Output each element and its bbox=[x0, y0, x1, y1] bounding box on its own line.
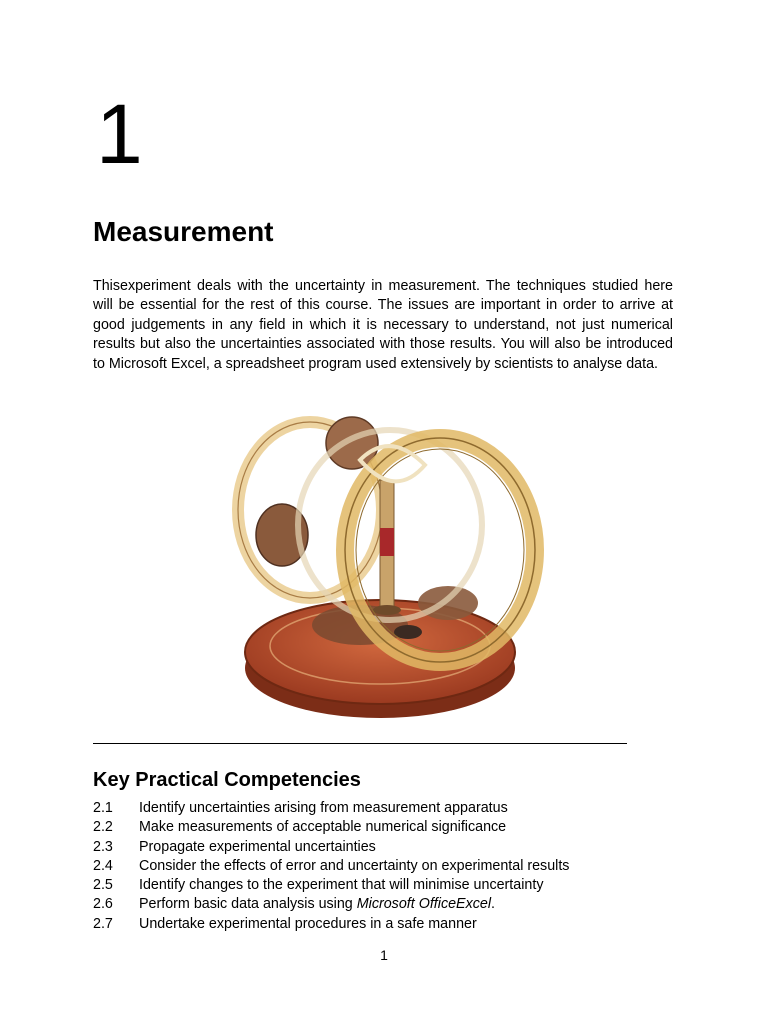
item-text-italic: Microsoft OfficeExcel bbox=[356, 896, 491, 913]
item-text: Identify uncertainties arising from measurement apparatus bbox=[139, 800, 508, 816]
item-text: Perform basic data analysis using bbox=[139, 896, 357, 913]
gyroscope-illustration bbox=[230, 410, 550, 735]
list-item bbox=[93, 838, 569, 857]
list-item bbox=[93, 799, 569, 818]
item-number: 2.4 bbox=[93, 857, 113, 874]
section-divider bbox=[93, 743, 627, 744]
competencies-heading: Key Practical Competencies bbox=[93, 769, 361, 791]
list-item bbox=[93, 876, 569, 895]
item-text: Consider the effects of error and uncertainty on experimental results bbox=[139, 857, 570, 874]
item-text: Identify changes to the experiment that will minimise uncertainty bbox=[139, 877, 544, 894]
list-item bbox=[93, 857, 569, 876]
armillary-gyroscope-icon bbox=[230, 410, 550, 735]
item-number: 2.1 bbox=[93, 800, 113, 816]
intro-paragraph: Thisexperiment deals with the uncertainty in measurement. The techniques studied here will be essential for the rest of this course. The issues are important in order to arrive at good judgements in any field in which it is necessary to understand, not just numerical results but also the uncertainties associated with those results. You will also be introduced to Microsoft Excel, a spreadsheet program used extensively by scientists to analyse data. bbox=[93, 278, 673, 372]
list-item bbox=[93, 895, 569, 914]
item-number: 2.2 bbox=[93, 819, 113, 836]
item-number: 2.6 bbox=[93, 896, 113, 913]
item-text: Make measurements of acceptable numerical significance bbox=[139, 819, 507, 836]
item-text-end: . bbox=[491, 896, 495, 913]
chapter-title: Measurement bbox=[93, 216, 274, 247]
list-item bbox=[93, 818, 569, 837]
item-number: 2.5 bbox=[93, 877, 113, 894]
page-number: 1 bbox=[380, 947, 388, 963]
item-number: 2.3 bbox=[93, 838, 113, 855]
item-number: 2.7 bbox=[93, 915, 113, 932]
list-item bbox=[93, 915, 569, 934]
item-text: Undertake experimental procedures in a safe manner bbox=[139, 915, 477, 932]
item-text: Propagate experimental uncertainties bbox=[139, 838, 376, 855]
competencies-list bbox=[93, 799, 569, 934]
chapter-number: 1 bbox=[96, 87, 143, 181]
